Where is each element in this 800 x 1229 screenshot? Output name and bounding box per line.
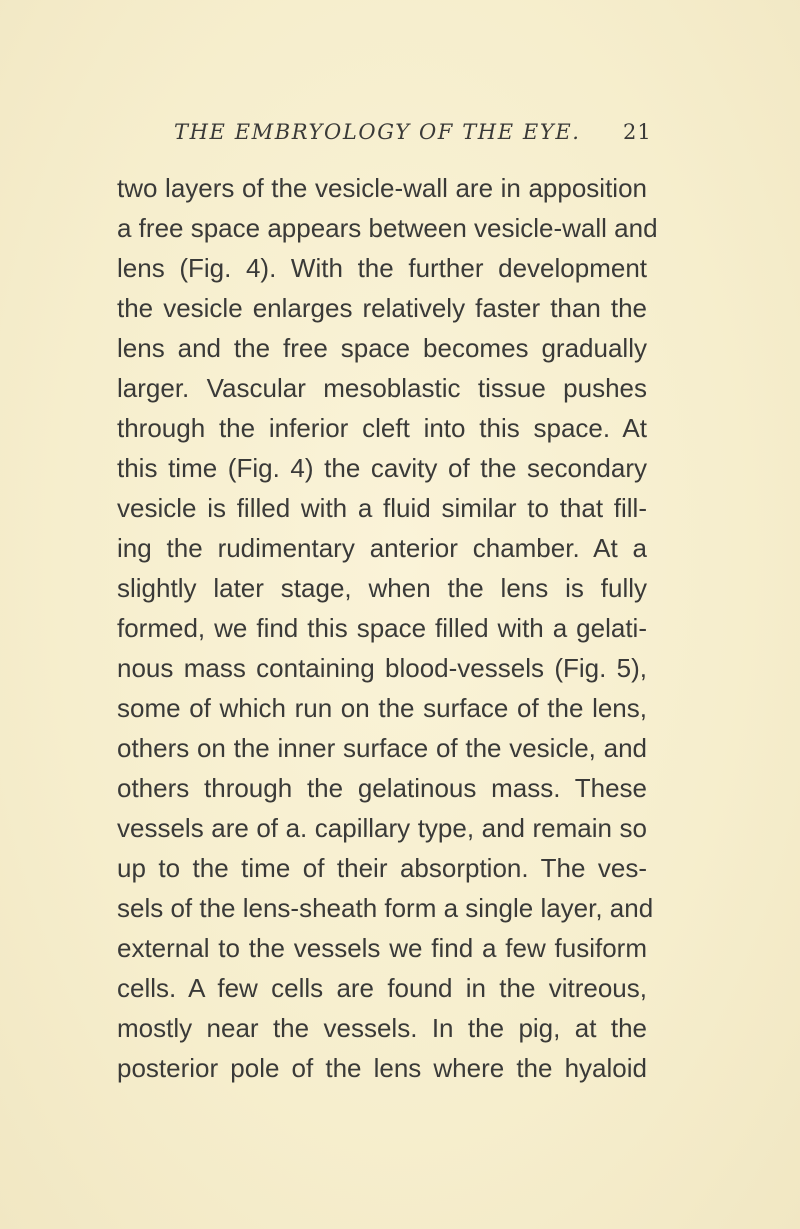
text-line: nous mass containing blood-vessels (Fig. 5), [117, 653, 647, 683]
text-line: larger. Vascular mesoblastic tissue pushes [117, 373, 647, 403]
text-line: cells. A few cells are found in the vitreous, [117, 973, 647, 1003]
text-line: others through the gelatinous mass. These [117, 773, 647, 803]
text-line: sels of the lens-sheath form a single layer, and [117, 893, 654, 923]
text-line: vessels are of a. capillary type, and remain so [117, 813, 647, 843]
text-line: lens (Fig. 4). With the further development [117, 253, 647, 283]
text-line: vesicle is filled with a fluid similar to that fill- [117, 493, 647, 523]
text-line: lens and the free space becomes gradually [117, 333, 647, 363]
text-line: some of which run on the surface of the lens, [117, 693, 647, 723]
text-line: others on the inner surface of the vesicle, and [117, 733, 647, 763]
text-line: up to the time of their absorption. The ves- [117, 853, 647, 883]
text-line-last: posterior pole of the lens where the hyaloid [117, 1053, 647, 1083]
text-line: this time (Fig. 4) the cavity of the secondary [117, 453, 647, 483]
text-line: two layers of the vesicle-wall are in apposition [117, 173, 647, 203]
body-text [117, 168, 658, 1088]
text-line: slightly later stage, when the lens is fully [117, 573, 647, 603]
text-line: mostly near the vessels. In the pig, at the [117, 1013, 647, 1043]
page-number: 21 [623, 120, 652, 144]
text-line: a free space appears between vesicle-wall and [117, 213, 658, 243]
text-line: the vesicle enlarges relatively faster than the [117, 293, 647, 323]
text-line: through the inferior cleft into this space. At [117, 413, 647, 443]
text-line: ing the rudimentary anterior chamber. At a [117, 533, 647, 563]
text-line: formed, we find this space filled with a gelati- [117, 613, 647, 643]
running-head-title: THE EMBRYOLOGY OF THE EYE. [174, 120, 581, 144]
text-line: external to the vessels we find a few fusiform [117, 933, 647, 963]
running-head [0, 120, 800, 150]
